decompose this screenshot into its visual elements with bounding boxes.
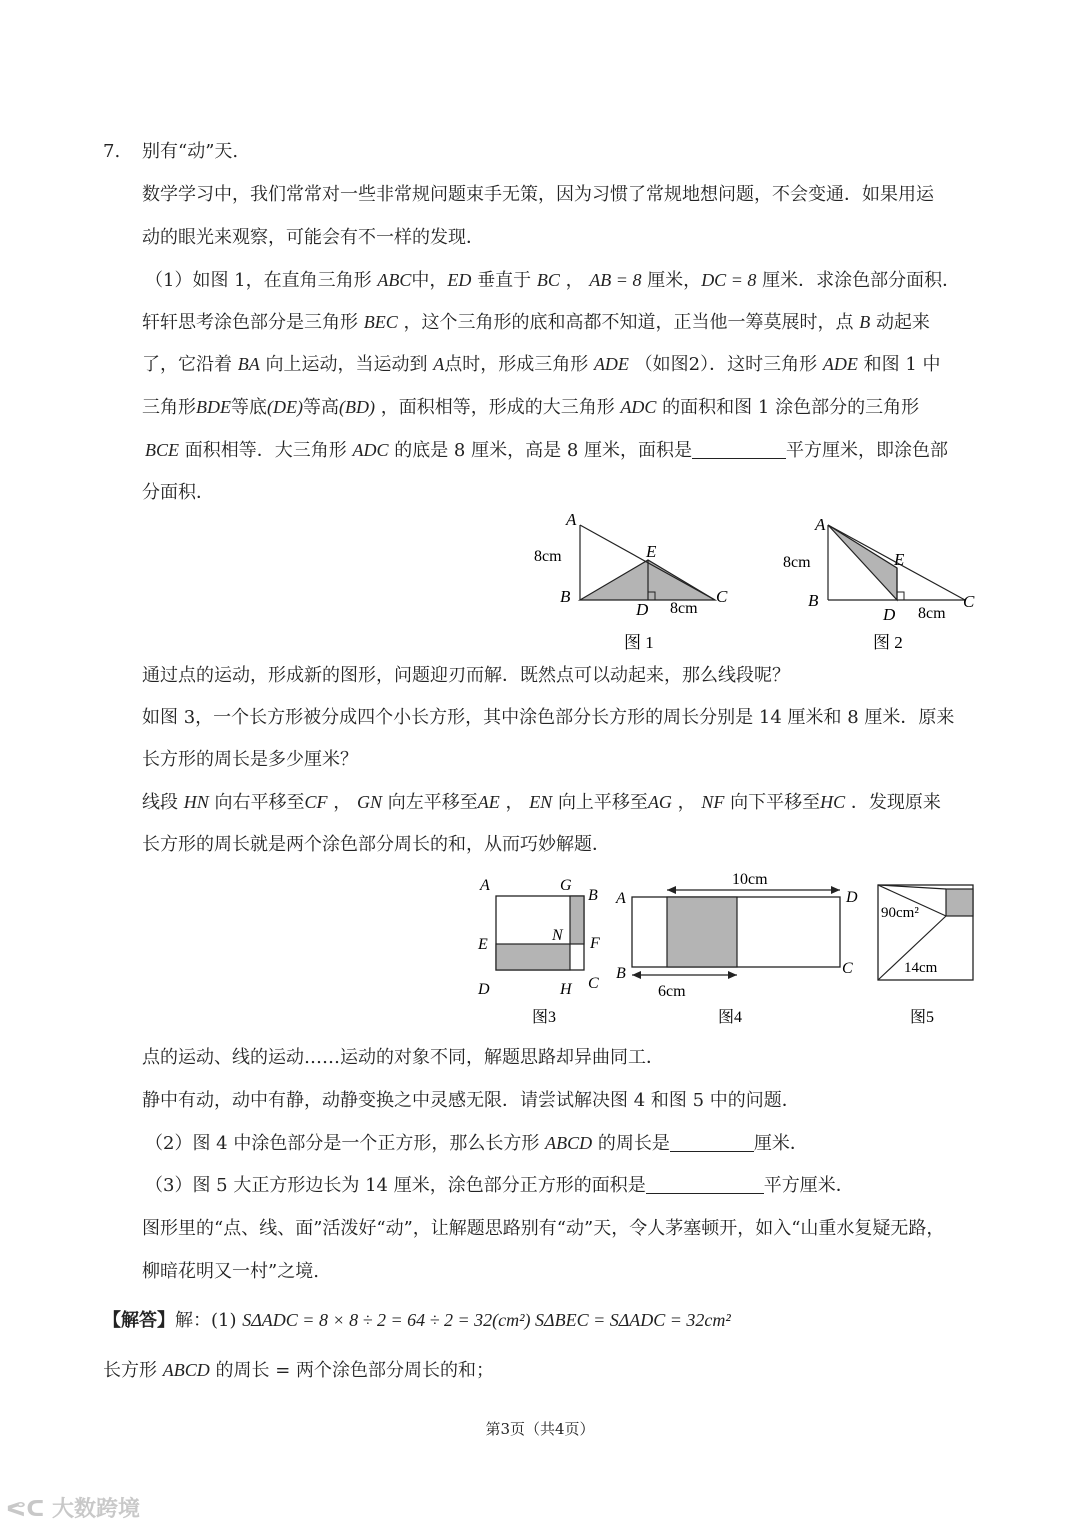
text: 中， [411,270,448,291]
text: 的底是 8 厘米，高是 8 厘米，面积是 [394,440,692,461]
text: 解：(1) [175,1310,237,1331]
text: 厘米． [753,1133,808,1154]
math-ed: ED [447,270,472,290]
label-e: E [478,936,488,953]
watermark [6,1492,140,1523]
mid-line-1: 通过点的运动，形成新的图形，问题迎刃而解．既然点可以动起来，那么线段呢？ [142,665,790,686]
reason-line-2 [142,352,941,377]
label-c: C [588,975,599,992]
text: （2）图 4 中涂色部分是一个正方形，那么长方形 [145,1133,540,1154]
length-dc: 8cm [670,600,698,617]
math-abcd: ABCD [545,1133,593,1153]
caption-fig2: 图 2 [873,633,903,652]
text: 厘米．求涂色部分面积． [762,270,961,291]
text: 等底 [231,397,267,418]
text: 向上平移至 [557,792,648,813]
math-hc: HC [820,792,846,812]
text: 的周长是 [597,1133,670,1154]
text: 三角形 [142,397,196,418]
text: 点时，形成三角形 [444,354,589,375]
caption-fig5: 图5 [910,1009,935,1026]
label-a: A [815,515,826,534]
watermark-text: 大数跨境 [52,1497,141,1522]
math-de: (DE) [267,397,303,417]
reason-line-5: 分面积． [142,482,214,503]
text: （如图2）．这时三角形 [634,354,818,375]
end-line-2: 静中有动，动中有静，动静变换之中灵感无限．请尝试解决图 4 和图 5 中的问题． [142,1090,800,1111]
end-line-4: 柳暗花明又一村”之境. [142,1261,319,1282]
math-b: B [859,312,871,332]
problem-number: 7. [103,141,121,162]
answer-blank-3[interactable] [646,1175,764,1194]
answer-blank-2[interactable] [670,1133,754,1152]
math-hn: HN [183,792,209,812]
text: 平方厘米，即涂色部 [786,440,948,461]
answer-line-1 [103,1308,731,1333]
intro-line-2: 动的眼光来观察，可能会有不一样的发现． [142,227,484,248]
watermark-logo-icon: ᕙᑕ [6,1497,53,1522]
caption-fig3: 图3 [532,1009,557,1026]
text: 的周长 = 两个涂色部分周长的和； [215,1360,494,1381]
answer-formula: SΔADC = 8 × 8 ÷ 2 = 64 ÷ 2 = 32(cm²) SΔBEC = SΔADC = 32cm² [242,1310,731,1330]
text: ，面积相等，形成的大三角形 [380,397,615,418]
math-gn: GN [356,792,382,812]
mid-line-3: 长方形的周长是多少厘米？ [142,749,358,770]
problem-title: 别有“动”天. [142,141,239,162]
label-b: B [616,965,626,982]
page-footer: 第3页（共4页） [485,1420,595,1438]
math-ag: AG [647,792,672,812]
text: 轩轩思考涂色部分是三角形 [142,312,358,333]
text: 垂直于 [477,270,532,291]
question-3 [145,1174,854,1198]
math-abcd: ABCD [162,1360,210,1380]
area-90: 90cm² [881,905,919,921]
text: 向右平移至 [214,792,305,813]
figure-2 [775,510,995,660]
answer-blank-1[interactable] [692,440,786,459]
label-b: B [560,587,571,606]
text: 长方形 [103,1360,157,1381]
label-f: F [590,935,600,952]
text: ， [677,792,696,813]
shaded-rect-bottom-left [496,944,570,970]
text: 了，它沿着 [142,354,232,375]
math-ba: BA [237,354,260,374]
text: 等高 [302,397,339,418]
label-g: G [560,877,572,894]
shaded-square [667,897,737,967]
math-adc: ADC [352,440,389,460]
math-nf: NF [701,792,725,812]
text: 平方厘米． [763,1175,854,1196]
label-e: E [646,542,657,561]
math-bde: BDE [196,397,231,417]
math-bc: BC [536,270,560,290]
arrow-head [728,971,737,979]
math-ade: ADE [593,354,629,374]
arrow-head [831,886,840,894]
length-10cm: 10cm [732,871,768,888]
caption-fig4: 图4 [718,1009,743,1026]
text: ．发现原来 [850,792,941,813]
label-b: B [808,591,819,610]
answer-label: 【解答】 [103,1310,175,1331]
label-c: C [963,592,975,611]
mid-line-4 [142,790,941,815]
text: 的面积和图 1 涂色部分的三角形 [662,397,920,418]
text: ，这个三角形的底和高都不知道，正当他一筹莫展时，点 [403,312,854,333]
math-eq2: DC = 8 [701,270,757,290]
figure-4 [610,865,870,1032]
reason-line-3 [142,395,919,420]
text: 线段 [142,792,178,813]
mid-line-5: 长方形的周长就是两个涂色部分周长的和，从而巧妙解题． [142,834,610,855]
math-bd: (BD) [338,397,375,417]
math-ae: AE [477,792,500,812]
text: ， [565,270,584,291]
text: 向上运动，当运动到 [265,354,428,375]
right-angle-mark [897,592,904,600]
text: ， [505,792,524,813]
math-ade: ADE [822,354,858,374]
math-abc: ABC [377,270,412,290]
text: 动起来 [875,312,930,333]
length-6cm: 6cm [658,983,686,1000]
part1-question [145,268,960,293]
shaded-rect-top-right [570,896,584,944]
reason-line-1 [142,310,930,335]
label-a: A [566,510,577,529]
label-e: E [894,550,905,569]
text: ， [333,792,352,813]
arrow-head [667,886,676,894]
question-2 [145,1131,808,1156]
figure-5 [870,875,985,1032]
reason-line-4 [145,438,948,463]
math-cf: CF [304,792,328,812]
end-line-3: 图形里的“点、线、面”活泼好“动”，让解题思路别有“动”天，令人茅塞顿开，如入“山重水复疑无路， [142,1218,945,1239]
label-a: A [480,877,490,894]
label-d: D [883,605,896,624]
math-a: A [433,354,445,374]
math-bce: BCE [145,440,179,460]
text: 向左平移至 [387,792,478,813]
mid-line-2: 如图 3，一个长方形被分成四个小长方形，其中涂色部分长方形的周长分别是 14 厘米和 8 厘米．原来 [142,707,955,728]
answer-line-2 [103,1358,494,1383]
label-h: H [560,981,572,998]
label-c: C [716,587,728,606]
label-b: B [588,887,598,904]
end-line-1: 点的运动、线的运动……运动的对象不同，解题思路却异曲同工． [142,1047,664,1068]
label-d: D [636,600,649,619]
length-ab: 8cm [534,548,562,565]
label-n: N [552,927,563,944]
text: 面积相等．大三角形 [184,440,347,461]
label-d: D [478,981,490,998]
text: 厘米， [647,270,702,291]
math-en: EN [529,792,553,812]
length-ab: 8cm [783,554,811,571]
figure-1 [520,505,740,655]
length-dc: 8cm [918,605,946,622]
figure-3 [474,872,609,1032]
shaded-triangle-ade [828,525,897,600]
text: 向下平移至 [730,792,821,813]
math-bec: BEC [363,312,398,332]
text: 和图 1 中 [863,354,941,375]
caption-fig1: 图 1 [624,633,654,652]
label-a: A [616,890,626,907]
label-c: C [842,960,853,977]
math-eq1: AB = 8 [589,270,642,290]
length-14cm: 14cm [904,960,938,976]
math-adc: ADC [620,397,657,417]
intro-line-1: 数学学习中，我们常常对一些非常规问题束手无策，因为习惯了常规地想问题，不会变通．如果用运 [142,184,934,205]
arrow-head [632,971,641,979]
text: （1）如图 1，在直角三角形 [145,270,372,291]
text: （3）图 5 大正方形边长为 14 厘米，涂色部分正方形的面积是 [145,1175,646,1196]
label-d: D [846,889,858,906]
shaded-square [946,889,973,916]
